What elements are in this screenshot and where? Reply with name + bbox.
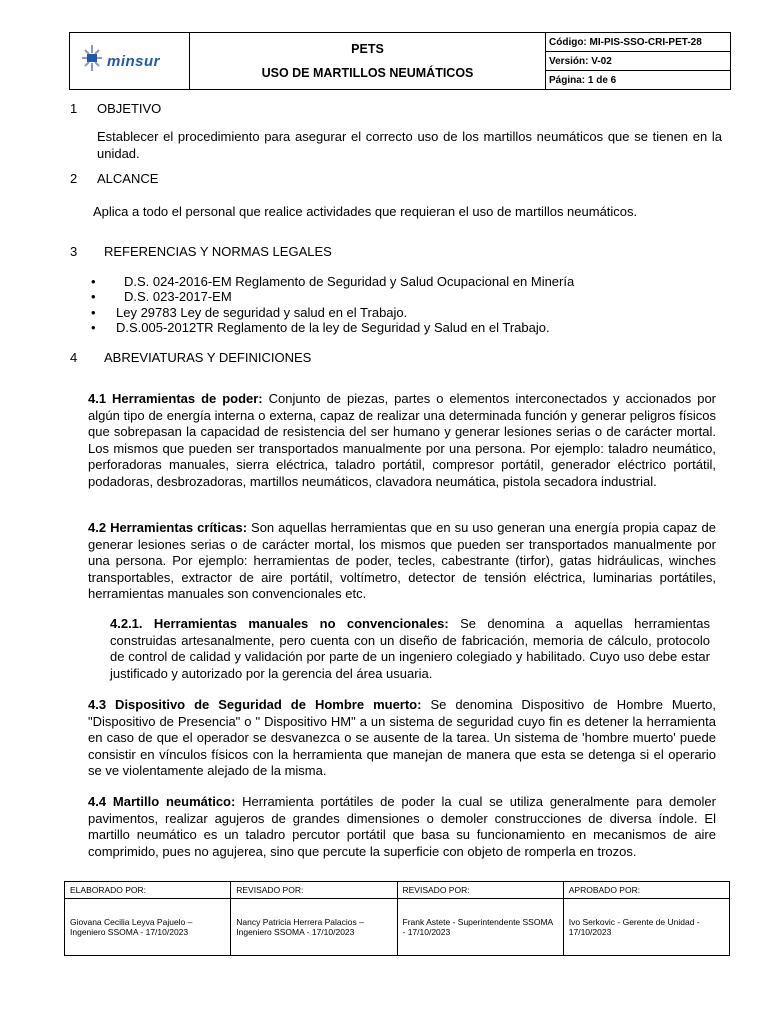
elaborado-header: ELABORADO POR:	[65, 882, 231, 899]
definition-text: Se denomina a aquellas herramientas construidas artesanalmente, pero cuenta con un diseño de fabricación, memoria de cálculo, protocolo de control de calidad y validación por parte de un ingeniero colegiado y habilitado. Cuyo uso debe estar justificado y autorizado por la gerencia del área usuaria.	[110, 616, 710, 681]
list-item-text: D.S. 024-2016-EM Reglamento de Seguridad y Salud Ocupacional en Minería	[124, 274, 575, 289]
section-title: ALCANCE	[97, 171, 159, 186]
doc-title: USO DE MARTILLOS NEUMÁTICOS	[261, 66, 474, 80]
doc-page: Página: 1 de 6	[546, 71, 731, 90]
section-title: OBJETIVO	[97, 101, 162, 116]
aprobado-header: APROBADO POR:	[563, 882, 729, 899]
objective-text: Establecer el procedimiento para asegurar el correcto uso de los martillos neumáticos que se tienen en la unidad.	[97, 129, 722, 161]
section-number: 3	[70, 244, 78, 259]
doc-code: Código: MI-PIS-SSO-CRI-PET-28	[546, 33, 731, 52]
scope-text: Aplica a todo el personal que realice actividades que requieran el uso de martillos neumáticos.	[93, 204, 638, 219]
sun-icon	[80, 43, 104, 73]
doc-version: Versión: V-02	[546, 52, 731, 71]
revisado-header: REVISADO POR:	[231, 882, 397, 899]
logo-cell	[70, 33, 190, 90]
bullet: •	[91, 289, 96, 304]
definition-4-2	[88, 520, 716, 603]
definition-4-4	[88, 794, 716, 860]
definition-term: 4.4 Martillo neumático:	[88, 794, 236, 809]
definition-text: Conjunto de piezas, partes o elementos interconectados y accionados por algún tipo de energía interna o externa, capaz de realizar una determinada función y generar peligros físicos que sobrepasan la capacidad de resistencia del ser humano y generar lesiones serias o de carácter mortal. Los mismos que pueden ser transportados manualmente por una persona. Por ejemplo: taladro neumático, perforadoras manuales, sierra eléctrica, taladro portátil, compresor portátil, generador eléctrico portátil, podadoras, desbrozadoras, martillos neumáticos, clavadora neumática, pistola secadora industrial.	[88, 391, 717, 489]
revisado-value: Frank Astete - Superintendente SSOMA - 17/10/2023	[397, 899, 563, 956]
definition-term: 4.2 Herramientas críticas:	[88, 520, 248, 535]
logo-text: minsur	[107, 53, 161, 70]
definition-4-3	[88, 697, 716, 780]
approval-table	[64, 881, 730, 956]
definition-text: Herramienta portátiles de poder la cual se utiliza generalmente para demoler pavimentos, realizar agujeros de grandes dimensiones o demoler construcciones de diversa índole. El martillo neumático es un taladro percutor portátil que basa su funcionamiento en mecanismos de aire comprimido, pues no agujerea, sino que percute la superficie con objeto de romperla en trozos.	[88, 794, 716, 859]
definition-term: 4.2.1. Herramientas manuales no convencionales:	[110, 616, 449, 631]
document-header	[69, 32, 731, 90]
list-item-text: Ley 29783 Ley de seguridad y salud en el Trabajo.	[116, 305, 408, 320]
aprobado-value: Ivo Serkovic - Gerente de Unidad - 17/10/2023	[563, 899, 729, 956]
definition-text: Se denomina Dispositivo de Hombre Muerto, "Dispositivo de Presencia" o " Dispositivo HM" a un sistema de seguridad cuyo fin es detener la herramienta en caso de que el operador se desvanezca o se ausente de la tarea. Un sistema de 'hombre muerto' puede consistir en vínculos físicos con la herramienta que manejan de manera que esta se detenga si el operario se ve violentamente alejado de la misma.	[88, 697, 716, 778]
definition-term: 4.1 Herramientas de poder:	[88, 391, 263, 406]
section-title: ABREVIATURAS Y DEFINICIONES	[104, 350, 312, 365]
revisado-value: Nancy Patricia Herrera Palacios – Ingeniero SSOMA - 17/10/2023	[231, 899, 397, 956]
section-number: 4	[70, 350, 78, 365]
minsur-logo	[80, 41, 185, 81]
doc-type: PETS	[351, 42, 384, 56]
definition-4-2-1	[110, 616, 710, 682]
revisado-header: REVISADO POR:	[397, 882, 563, 899]
section-title: REFERENCIAS Y NORMAS LEGALES	[104, 244, 332, 259]
bullet: •	[91, 274, 96, 289]
bullet: •	[91, 305, 96, 320]
bullet: •	[91, 320, 96, 335]
title-cell	[190, 33, 546, 90]
section-number: 1	[70, 101, 78, 116]
list-item-text: D.S.005-2012TR Reglamento de la ley de Seguridad y Salud en el Trabajo.	[116, 320, 550, 335]
section-number: 2	[70, 171, 78, 186]
definition-text: Son aquellas herramientas que en su uso generan una energía propia capaz de generar lesiones serias o de carácter mortal, los mismos que pueden ser transportados manualmente por una persona. Por ejemplo: herramientas de poder, tecles, cabestrante (tirfor), gatas hidráulicas, winches transportables, extractor de aire portátil, voltímetro, detector de tensión eléctrica, luminarias portátiles, herramientas manuales son convencionales etc.	[88, 520, 716, 601]
list-item-text: D.S. 023-2017-EM	[124, 289, 232, 304]
definition-4-1	[88, 391, 716, 490]
definition-term: 4.3 Dispositivo de Seguridad de Hombre muerto:	[88, 697, 422, 712]
elaborado-value: Giovana Cecilia Leyva Pajuelo – Ingeniero SSOMA - 17/10/2023	[65, 899, 231, 956]
